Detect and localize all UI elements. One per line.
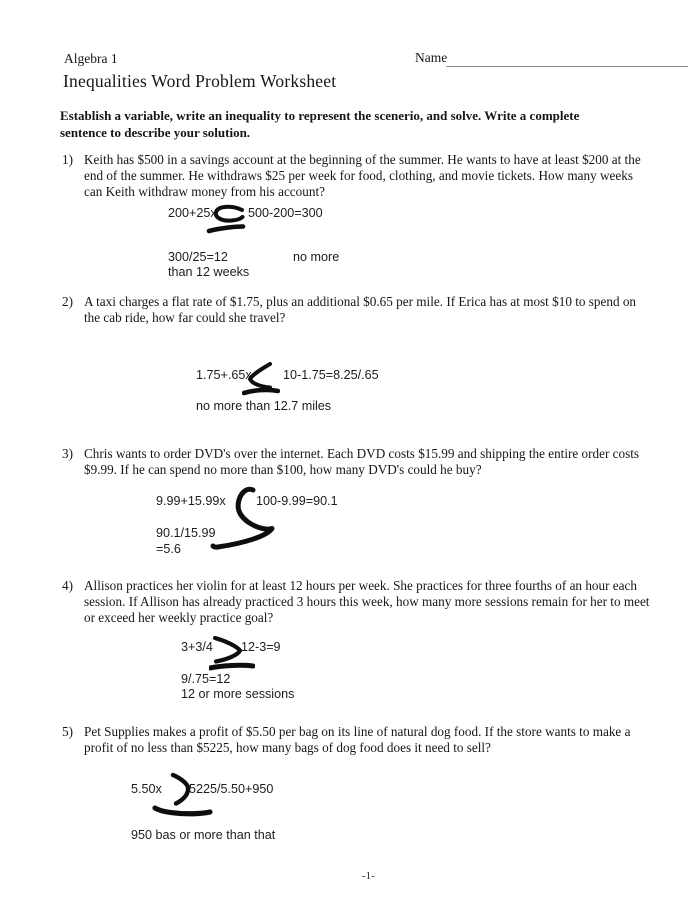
problem-text-line: end of the summer. He withdraws $25 per week for food, clothing, and movie tickets. How many weeks: [84, 168, 633, 183]
work-expression: 500-200=300: [248, 206, 323, 220]
problem-text: [84, 724, 690, 756]
work-note: no more: [293, 250, 340, 264]
problem-text-line: profit of no less than $5225, how many bags of dog food does it need to sell?: [84, 740, 491, 755]
problem-text-line: A taxi charges a flat rate of $1.75, plus an additional $0.65 per mile. If Erica has at most $10 to spend on: [84, 294, 637, 309]
problem-text-line: or exceed her weekly practice goal?: [84, 610, 274, 625]
problem-number: 5): [62, 724, 73, 739]
instructions-line: sentence to describe your solution.: [60, 124, 251, 140]
problem-text-line: Allison practices her violin for at least 12 hours per week. She practices for three fourths of an hour each: [84, 578, 637, 593]
instructions-line: Establish a variable, write an inequality to represent the scenerio, and solve. Write a complete: [60, 108, 580, 123]
handwritten-geq-icon: [152, 772, 214, 820]
work-step: 300/25=12: [168, 250, 228, 264]
problem-number: 2): [62, 294, 73, 309]
work-expression: 5225/5.50+950: [189, 782, 274, 796]
work-expression: 100-9.99=90.1: [256, 494, 338, 508]
work-expression: 200+25x: [168, 206, 217, 220]
problem-number: 1): [62, 152, 73, 167]
problem-text-line: can Keith withdraw money from his account?: [84, 184, 325, 199]
problem-number: 3): [62, 446, 73, 461]
problem-text-line: Chris wants to order DVD's over the internet. Each DVD costs $15.99 and shipping the entire order costs: [84, 446, 640, 461]
problem-text-line: Pet Supplies makes a profit of $5.50 per bag on its line of natural dog food. If the store wants to make a: [84, 724, 631, 739]
work-answer: no more than 12.7 miles: [196, 399, 332, 413]
instructions: [60, 108, 660, 141]
work-step: =5.6: [156, 542, 181, 556]
problem-text: [84, 578, 690, 626]
problem-text: [84, 294, 690, 326]
page-number: -1-: [362, 870, 375, 882]
course-label: Algebra 1: [64, 51, 118, 66]
work-step: 9/.75=12: [181, 672, 231, 686]
handwritten-leq-icon: [206, 204, 246, 236]
work-expression: 10-1.75=8.25/.65: [283, 368, 379, 382]
work-expression: 9.99+15.99x: [156, 494, 226, 508]
problem-text-line: the cab ride, how far could she travel?: [84, 310, 286, 325]
work-answer: 12 or more sessions: [181, 687, 295, 701]
handwritten-leq-icon: [242, 362, 280, 398]
problem-text-line: $9.99. If he can spend no more than $100, how many DVD's could he buy?: [84, 462, 482, 477]
work-expression: 12-3=9: [241, 640, 281, 654]
page-title: Inequalities Word Problem Worksheet: [63, 71, 337, 91]
work-answer: 950 bas or more than that: [131, 828, 276, 842]
work-expression: 3+3/4: [181, 640, 213, 654]
work-expression: 5.50x: [131, 782, 162, 796]
name-label: Name: [415, 50, 448, 65]
problem-text: [84, 446, 690, 478]
handwritten-leq-icon: [210, 486, 280, 552]
problem-text-line: Keith has $500 in a savings account at the beginning of the summer. He wants to have at least $200 at the: [84, 152, 641, 167]
problem-text-line: session. If Allison has already practiced 3 hours this week, how many more sessions remain for her to meet: [84, 594, 650, 609]
problem-text: [84, 152, 690, 200]
name-underline: [446, 50, 688, 67]
work-note: than 12 weeks: [168, 265, 250, 279]
work-expression: 1.75+.65x: [196, 368, 252, 382]
work-step: 90.1/15.99: [156, 526, 216, 540]
problem-number: 4): [62, 578, 73, 593]
